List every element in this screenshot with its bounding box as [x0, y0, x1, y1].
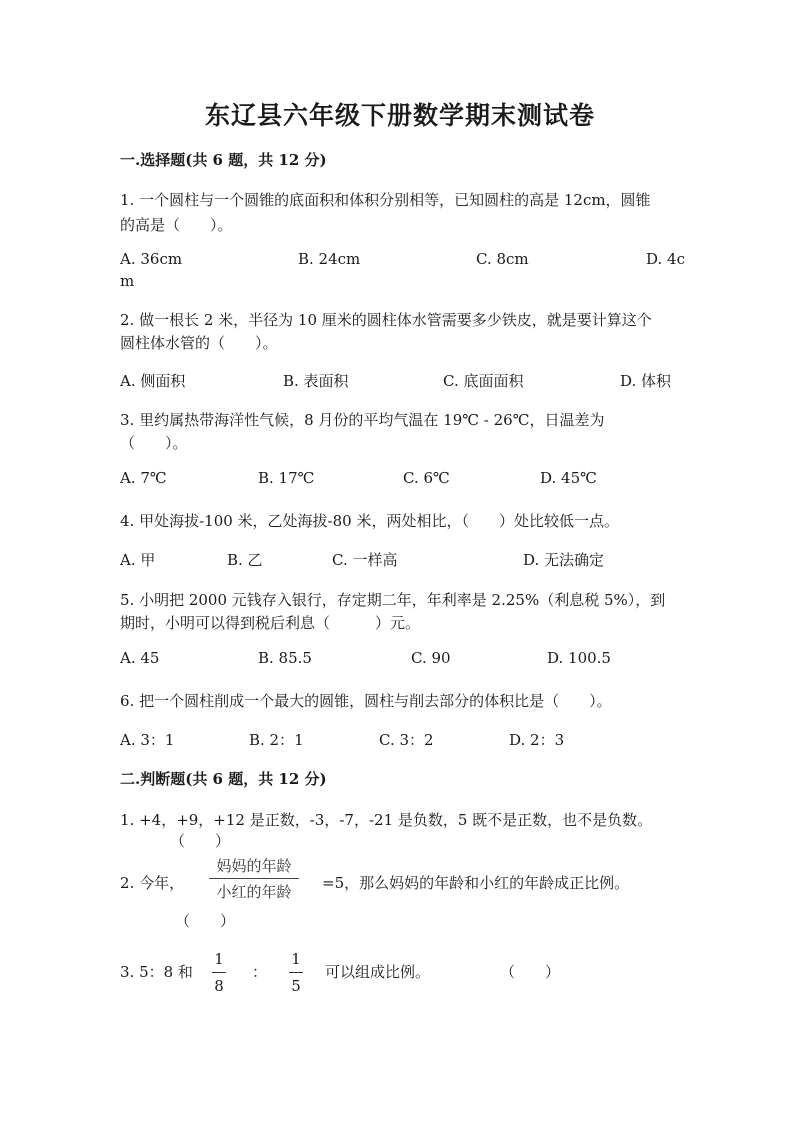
question-4-line-1: 4. 甲处海拔-100 米，乙处海拔-80 米，两处相比，（ ）处比较低一点。 [120, 512, 619, 530]
fraction-numerator: 1 [214, 950, 224, 968]
question-3-option-b[interactable]: B. 17℃ [258, 469, 315, 487]
judgement-3-prefix: 3. 5：8 和 [120, 963, 193, 981]
judgement-2-answer-paren[interactable]: （ ） [175, 912, 236, 930]
question-6-option-c[interactable]: C. 3：2 [379, 731, 434, 749]
question-4-option-d[interactable]: D. 无法确定 [523, 551, 605, 569]
question-4-option-c[interactable]: C. 一样高 [332, 551, 398, 569]
question-2-option-d[interactable]: D. 体积 [620, 372, 672, 390]
question-3-line-1: 3. 里约属热带海洋性气候，8 月份的平均气温在 19℃ - 26℃，日温差为 [120, 411, 605, 429]
question-5-line-1: 5. 小明把 2000 元钱存入银行，存定期二年，年利率是 2.25%（利息税 5%），到 [120, 591, 666, 609]
section-heading-choice: 一.选择题(共 6 题，共 12 分) [120, 151, 327, 169]
judgement-2-suffix: =5，那么妈妈的年龄和小红的年龄成正比例。 [322, 874, 630, 892]
question-6-option-a[interactable]: A. 3：1 [120, 731, 175, 749]
question-3-line-2: （ ）。 [120, 434, 188, 452]
question-5-line-2: 期时，小明可以得到税后利息（ ）元。 [120, 614, 421, 632]
fraction-denominator: 8 [214, 977, 224, 995]
fraction-bar [212, 972, 226, 973]
fraction-numerator-mother-age: 妈妈的年龄 [216, 857, 292, 875]
fraction-bar [289, 972, 303, 973]
question-4-option-a[interactable]: A. 甲 [120, 551, 156, 569]
question-4-option-b[interactable]: B. 乙 [227, 551, 263, 569]
question-2-line-1: 2. 做一根长 2 米，半径为 10 厘米的圆柱体水管需要多少铁皮，就是要计算这个 [120, 311, 652, 329]
question-5-option-b[interactable]: B. 85.5 [258, 649, 312, 667]
question-3-option-c[interactable]: C. 6℃ [403, 469, 450, 487]
question-1-option-d[interactable]: D. 4c [646, 250, 685, 268]
judgement-3-answer-paren[interactable]: （ ） [500, 963, 561, 981]
judgement-2-prefix: 2. 今年， [120, 874, 185, 892]
judgement-3-suffix: 可以组成比例。 [325, 963, 431, 981]
question-3-option-d[interactable]: D. 45℃ [540, 469, 597, 487]
question-5-option-a[interactable]: A. 45 [120, 649, 160, 667]
judgement-1-answer-paren[interactable]: （ ） [170, 832, 231, 850]
question-1-option-wrap: m [120, 272, 135, 290]
section-heading-judgement: 二.判断题(共 6 题，共 12 分) [120, 770, 327, 788]
question-2-option-a[interactable]: A. 侧面积 [120, 372, 186, 390]
question-2-option-b[interactable]: B. 表面积 [283, 372, 349, 390]
fraction-numerator: 1 [291, 950, 301, 968]
judgement-1-line-1: 1. +4，+9，+12 是正数，-3，-7，-21 是负数，5 既不是正数，也不是负数。 [120, 811, 653, 829]
page-title: 东辽县六年级下册数学期末测试卷 [204, 101, 595, 130]
question-2-option-c[interactable]: C. 底面面积 [443, 372, 524, 390]
ratio-colon: ： [252, 963, 268, 981]
fraction-denominator-xiaohong-age: 小红的年龄 [216, 883, 292, 901]
question-5-option-d[interactable]: D. 100.5 [547, 649, 611, 667]
age-ratio-fraction [209, 855, 299, 902]
question-1-line-2: 的高是（ ）。 [120, 216, 233, 234]
question-1-option-b[interactable]: B. 24cm [298, 250, 361, 268]
question-2-line-2: 圆柱体水管的（ ）。 [120, 334, 278, 352]
question-6-option-d[interactable]: D. 2：3 [509, 731, 565, 749]
question-6-option-b[interactable]: B. 2：1 [249, 731, 304, 749]
question-6-line-1: 6. 把一个圆柱削成一个最大的圆锥，圆柱与削去部分的体积比是（ ）。 [120, 692, 612, 710]
question-5-option-c[interactable]: C. 90 [411, 649, 451, 667]
fraction-denominator: 5 [291, 977, 301, 995]
question-1-option-c[interactable]: C. 8cm [476, 250, 529, 268]
fraction-one-fifth [289, 950, 303, 995]
fraction-one-eighth [212, 950, 226, 995]
question-1-line-1: 1. 一个圆柱与一个圆锥的底面积和体积分别相等，已知圆柱的高是 12cm，圆锥 [120, 191, 651, 209]
question-1-option-a[interactable]: A. 36cm [120, 250, 183, 268]
question-3-option-a[interactable]: A. 7℃ [120, 469, 167, 487]
